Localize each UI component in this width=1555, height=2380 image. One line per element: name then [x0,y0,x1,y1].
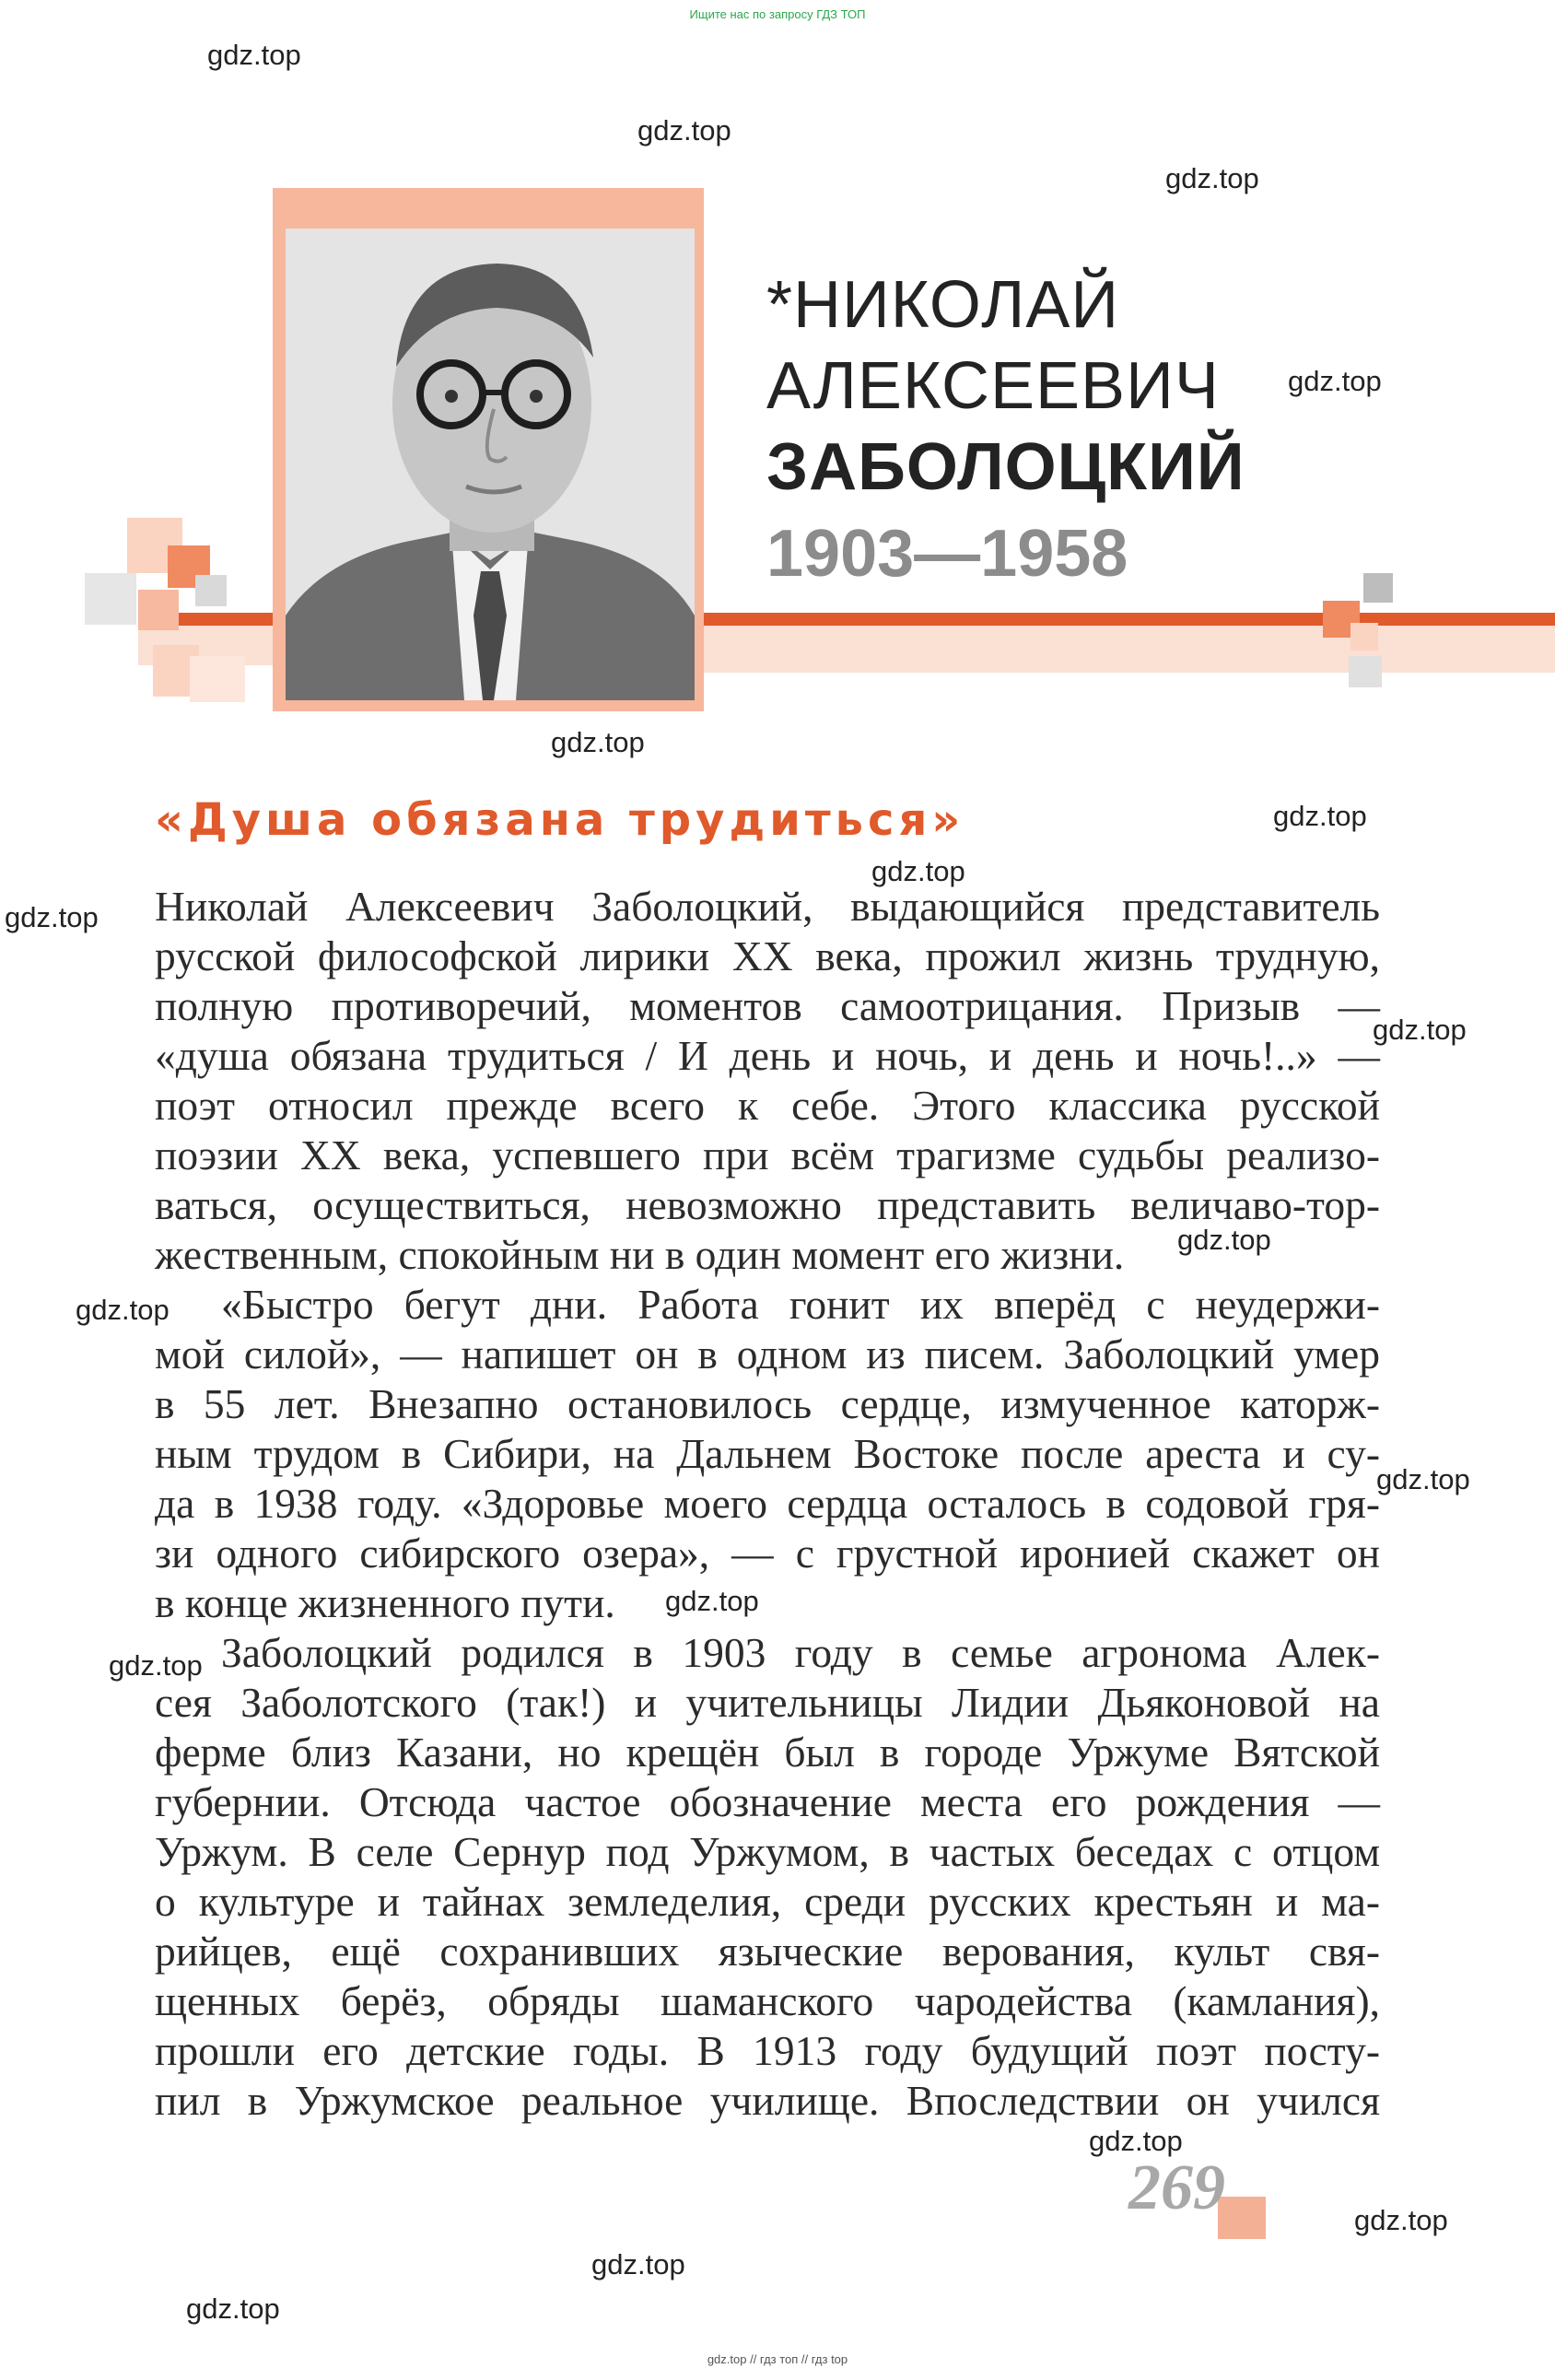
author-surname: ЗАБОЛОЦКИЙ [766,430,1245,504]
decor-square [1350,623,1378,651]
text-line: зи одного сибирского озера», — с грустной иронией скажет он [155,1530,1380,1577]
top-note: Ищите нас по запросу ГДЗ ТОП [689,7,866,21]
text-line: ферме близ Казани, но крещён был в городе Уржуме Вятской [155,1729,1380,1776]
text-line: рийцев, ещё сохранивших языческие верования, культ свя- [155,1928,1380,1975]
text-line: сея Заболотского (так!) и учительницы Лидии Дьяконовой на [155,1679,1380,1726]
decor-square [195,575,227,606]
decor-square [190,656,245,702]
watermark: gdz.top [5,901,99,933]
text-line: русской философской лирики XX века, прожил жизнь трудную, [155,932,1380,979]
paragraph-2 [155,1280,1380,1628]
text-line: «Быстро бегут дни. Работа гонит их вперёд с неудержи- [221,1281,1380,1328]
text-line: жественным, спокойным ни в один момент его жизни. [155,1231,1125,1278]
text-line: поэзии XX века, успевшего при всём трагизме судьбы реализо- [155,1131,1380,1178]
watermark: gdz.top [109,1649,203,1682]
decor-square [138,590,179,630]
bottom-note: gdz.top // гдз топ // гдз top [707,2352,848,2366]
watermark: gdz.top [591,2248,685,2280]
watermark: gdz.top [665,1585,759,1617]
watermark: gdz.top [1373,1014,1467,1046]
text-line: в 55 лет. Внезапно остановилось сердце, измученное каторж- [155,1380,1380,1427]
portrait-photo [286,229,695,700]
watermark: gdz.top [871,855,965,887]
text-line: «душа обязана трудиться / И день и ночь, и день и ночь!..» — [155,1032,1380,1079]
text-line: губернии. Отсюда частое обозначение места его рождения — [155,1778,1380,1825]
watermark: gdz.top [186,2292,280,2325]
paragraph-1 [155,882,1380,1280]
watermark: gdz.top [637,114,731,147]
text-line: поэт относил прежде всего к себе. Этого классика русской [155,1082,1380,1129]
text-line: в конце жизненного пути. [155,1579,615,1626]
text-line: Заболоцкий родился в 1903 году в семье агронома Алек- [221,1629,1380,1676]
watermark: gdz.top [1177,1224,1271,1256]
paragraph-3 [155,1628,1380,2126]
text-line: пил в Уржумское реальное училище. Впоследствии он учился [155,2077,1380,2124]
watermark: gdz.top [1376,1463,1470,1495]
decor-square [1363,573,1393,603]
text-line: Уржум. В селе Сернур под Уржумом, в частых беседах с отцом [155,1828,1380,1875]
watermark: gdz.top [1288,365,1382,397]
section-title: «Душа обязана трудиться» [155,794,965,846]
text-line: прошли его детские годы. В 1913 году будущий поэт посту- [155,2027,1380,2074]
decor-square [85,573,136,625]
watermark: gdz.top [1165,162,1259,194]
watermark: gdz.top [207,39,301,71]
text-line: мой силой», — напишет он в одном из писем. Заболоцкий умер [155,1331,1380,1378]
text-line: о культуре и тайнах земледелия, среди русских крестьян и ма- [155,1878,1380,1925]
text-line: полную противоречий, моментов самоотрицания. Призыв — [155,982,1380,1029]
page-number: 269 [1128,2152,1225,2223]
author-patronymic: АЛЕКСЕЕВИЧ [766,349,1220,423]
watermark: gdz.top [1273,800,1367,832]
text-line: Николай Алексеевич Заболоцкий, выдающийся представитель [155,883,1380,930]
watermark: gdz.top [1089,2125,1183,2157]
author-years: 1903—1958 [766,517,1128,591]
watermark: gdz.top [76,1294,170,1326]
watermark: gdz.top [1354,2204,1448,2236]
text-line: ным трудом в Сибири, на Дальнем Востоке после ареста и су- [155,1430,1380,1477]
decor-band-right [696,619,1555,673]
decor-square [1349,656,1382,687]
text-line: да в 1938 году. «Здоровье моего сердца осталось в содовой гря- [155,1480,1380,1527]
text-line: ваться, осуществиться, невозможно представить величаво-тор- [155,1181,1380,1228]
author-first-name: *НИКОЛАЙ [766,268,1120,342]
watermark: gdz.top [551,726,645,758]
text-line: щенных берёз, обряды шаманского чародейства (камлания), [155,1977,1380,2024]
